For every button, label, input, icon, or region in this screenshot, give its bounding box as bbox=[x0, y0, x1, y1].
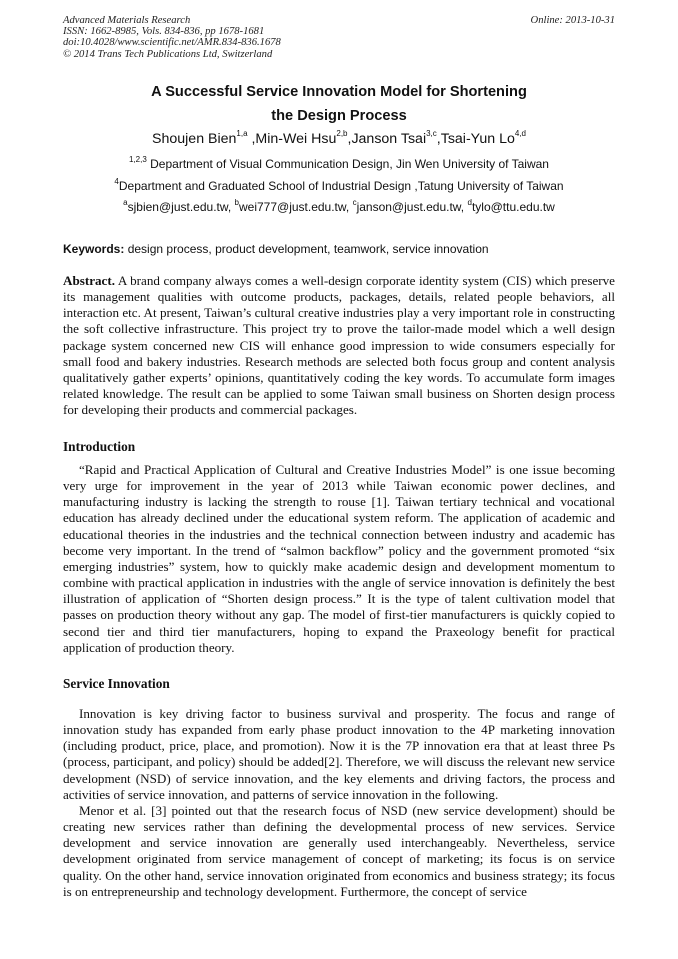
journal-doi: doi:10.4028/www.scientific.net/AMR.834-836.1678 bbox=[63, 37, 281, 49]
affiliation-mark: 4 bbox=[114, 177, 119, 186]
author-name: Shoujen Bien bbox=[152, 131, 237, 147]
author-affiliation-mark: 2,b bbox=[336, 129, 348, 139]
title-line-2: the Design Process bbox=[271, 108, 407, 124]
email-mark: c bbox=[352, 198, 357, 207]
service-innovation-heading: Service Innovation bbox=[63, 676, 170, 691]
affiliation-1 bbox=[63, 156, 615, 172]
affiliation-2 bbox=[63, 178, 615, 194]
keywords-text: design process, product development, teamwork, service innovation bbox=[124, 242, 489, 256]
keywords bbox=[63, 241, 615, 257]
keywords-label: Keywords: bbox=[63, 242, 125, 256]
affiliation-mark: 1,2,3 bbox=[129, 155, 147, 164]
email-mark: a bbox=[123, 198, 128, 207]
email-link[interactable]: wei777@just.edu.tw, bbox=[238, 200, 353, 214]
author-name: ,Tsai-Yun Lo bbox=[436, 131, 515, 147]
abstract bbox=[63, 273, 615, 418]
author-name: ,Janson Tsai bbox=[347, 131, 427, 147]
introduction-paragraph: “Rapid and Practical Application of Cultural and Creative Industries Model” is one issue becoming very urge for improvement in the year of 2013 while Taiwan economic power declines, and manufacturing industry is lacking the strength to rouse [1]. Taiwan tertiary technical and vocational education has already declined under the educational system reform. The application of academic and educational theories in the industries and the technical connection between industry and academic has become very important. In the trend of “salmon backflow” policy and the government promoted “six emerging industries” system, how to quickly make academic design and development momentum to combine with practical application in industries with the angle of service innovation is definitely the best illustration of application of “Shorten design process.” It is the type of talent cultivation model that passes on production theory without any gap. The model of first-tier manufacturers is quickly copied to second tier and third tier manufacturers, hoping to expand the Praxeology benefit for practical application of production theory. bbox=[63, 462, 615, 655]
author-affiliation-mark: 1,a bbox=[236, 129, 248, 139]
service-innovation-paragraph-1: Innovation is key driving factor to business survival and prosperity. The focus and range of innovation study has expanded from early phase product innovation to the 4P marketing innovation (including product, price, place, and promotion). Now it is the 7P innovation era that at least three Ps (process, participant, and policy) should be added[2]. Therefore, we will discuss the relevant new service development (NSD) of service innovation, and the key elements and driving factors, the process and activities of service innovation, and patterns of service innovation in the following. bbox=[63, 706, 615, 802]
title-line-1: A Successful Service Innovation Model for Shortening bbox=[151, 84, 527, 100]
journal-header bbox=[63, 15, 615, 60]
online-date: Online: 2013-10-31 bbox=[530, 15, 615, 26]
author-affiliation-mark: 4,d bbox=[514, 129, 526, 139]
affiliation-text: Department and Graduated School of Industrial Design ,Tatung University of Taiwan bbox=[118, 179, 564, 193]
service-innovation-paragraph-2: Menor et al. [3] pointed out that the research focus of NSD (new service development) should be creating new services rather than defining the developmental process of new services. Service development and service innovation are generally used interchangeably. Nevertheless, service development originated from service management of concept of marketing; its focus is on service quality. On the other hand, service innovation originated from economics and business strategy; its focus is on entrepreneurship and technology development. Furthermore, the concept of service bbox=[63, 803, 615, 899]
author-list bbox=[63, 129, 615, 149]
author-emails bbox=[63, 199, 615, 215]
email-link[interactable]: sjbien@just.edu.tw, bbox=[127, 200, 235, 214]
author-name: ,Min-Wei Hsu bbox=[247, 131, 337, 147]
author-affiliation-mark: 3,c bbox=[426, 129, 437, 139]
email-mark: b bbox=[234, 198, 239, 207]
paper-title bbox=[63, 80, 615, 128]
email-mark: d bbox=[467, 198, 472, 207]
journal-copyright: © 2014 Trans Tech Publications Ltd, Switzerland bbox=[63, 48, 273, 60]
abstract-label: Abstract. bbox=[63, 273, 115, 288]
email-link[interactable]: janson@just.edu.tw, bbox=[356, 200, 468, 214]
journal-name: Advanced Materials Research bbox=[63, 15, 191, 26]
introduction-heading: Introduction bbox=[63, 439, 136, 454]
abstract-text: A brand company always comes a well-design corporate identity system (CIS) which preserve its management qualities with outcome products, packages, details, related people behaviors, all interaction etc. At present, Taiwan’s cultural creative industries play a very important role in constructing the soft collective infrastructure. This project try to prove the tailor-made model which a well design package system concerned new CIS will enhance good impression to wide consumers especially for small food and bakery industries. Research methods are selected both focus group and content analysis qualitatively gather experts’ opinions, quantitatively coding the key words. To accumulate form images related knowledge. The result can be applied to some Taiwan small business on Shorten design process for developing their products and commercial packages. bbox=[63, 273, 615, 418]
email-link[interactable]: tylo@ttu.edu.tw bbox=[471, 200, 555, 214]
affiliation-text: Department of Visual Communication Design, Jin Wen University of Taiwan bbox=[146, 157, 549, 171]
journal-issn: ISSN: 1662-8985, Vols. 834-836, pp 1678-1681 bbox=[63, 26, 265, 38]
